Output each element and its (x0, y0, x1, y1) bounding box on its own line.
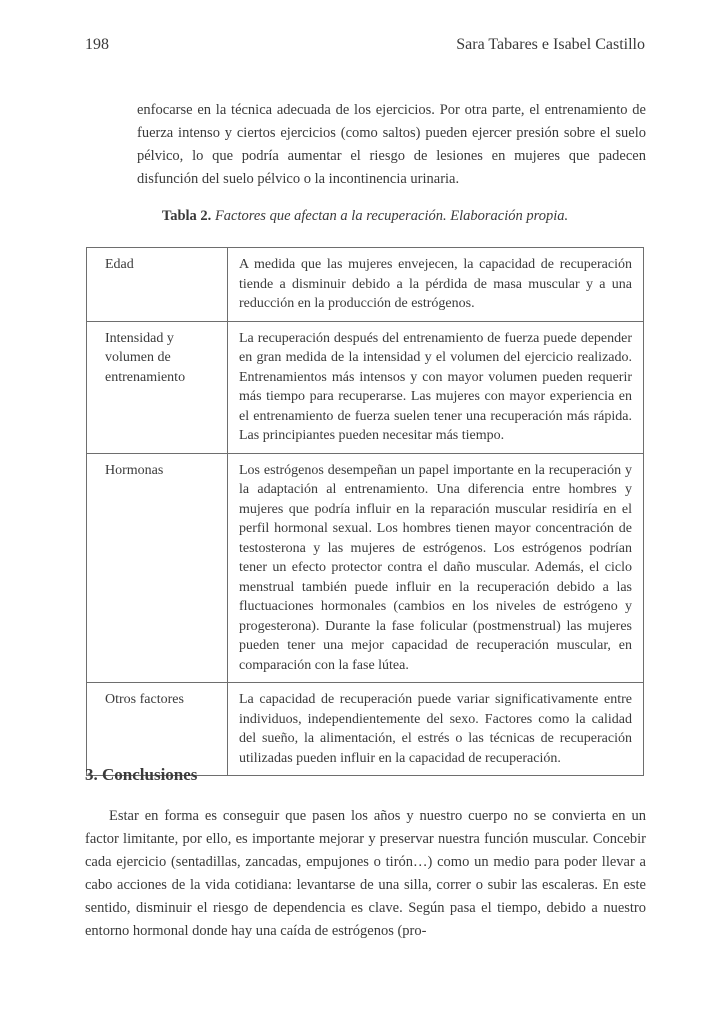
table-caption (85, 208, 645, 225)
factors-table (86, 247, 644, 776)
factor-cell-edad: Edad (87, 248, 228, 322)
description-cell-hormonas: Los estrógenos desempeñan un papel importante en la recuperación y la adaptación al entrenamiento. Una diferencia entre hombres y mujeres que podría influir en la reparación muscular residiría en el perfil hormonal sexual. Los hombres tienen mayor concentración de testosterona y las mujeres de estrógenos. Los estrógenos podrían tener un efecto protector contra el daño muscular. Además, el ciclo menstrual también puede influir en la recuperación debido a las fluctuaciones hormonales (cambios en los niveles de estrógeno y progesterona). Durante la fase folicular (postmenstrual) las mujeres pueden tener una mejor capacidad de recuperación muscular, en comparación con la fase lútea. (228, 453, 644, 683)
running-head: Sara Tabares e Isabel Castillo (456, 36, 645, 53)
section-heading-conclusiones: 3. Conclusiones (85, 765, 198, 784)
table-caption-text: Factores que afectan a la recuperación. Elaboración propia. (211, 208, 569, 224)
table-caption-label: Tabla 2. (161, 208, 212, 224)
factor-cell-otros: Otros factores (87, 683, 228, 776)
table-row (87, 683, 644, 776)
description-cell-intensidad: La recuperación después del entrenamiento de fuerza puede depender en gran medida de la intensidad y el volumen del ejercicio realizado. Entrenamientos más intensos y con mayor volumen pueden requerir más tiempo para recuperarse. Las mujeres con mayor experiencia en el entrenamiento de fuerza suelen tener una recuperación más rápida. Las principiantes pueden necesitar más tiempo. (228, 321, 644, 453)
factor-cell-intensidad: Intensidad y volumen de entrenamiento (87, 321, 228, 453)
intro-paragraph: enfocarse en la técnica adecuada de los ejercicios. Por otra parte, el entrenamiento de fuerza intenso y ciertos ejercicios (como saltos) pueden ejercer presión sobre el suelo pélvico, lo que podría aumentar el riesgo de lesiones en mujeres que padecen disfunción del suelo pélvico o la incontinencia urinaria. (137, 102, 646, 187)
page-number: 198 (85, 36, 109, 53)
description-cell-otros: La capacidad de recuperación puede variar significativamente entre individuos, independientemente del sexo. Factores como la calidad del sueño, la alimentación, el estrés o las técnicas de recuperación utilizadas pueden influir en la capacidad de recuperación. (228, 683, 644, 776)
factor-cell-hormonas: Hormonas (87, 453, 228, 683)
table-row (87, 321, 644, 453)
conclusions-paragraph: Estar en forma es conseguir que pasen los años y nuestro cuerpo no se convierta en un factor limitante, por ello, es importante mejorar y preservar nuestra función muscular. Concebir cada ejercicio (sentadillas, zancadas, empujones o tirón…) como un medio para poder llevar a cabo acciones de la vida cotidiana: levantarse de una silla, correr o subir las escaleras. En este sentido, disminuir el riesgo de dependencia es clave. Según pasa el tiempo, debido a nuestro entorno hormonal donde hay una caída de estrógenos (pro- (85, 808, 646, 939)
table-row (87, 248, 644, 322)
table-row (87, 453, 644, 683)
description-cell-edad: A medida que las mujeres envejecen, la capacidad de recuperación tiende a disminuir debido a la pérdida de masa muscular y a una reducción en la producción de estrógenos. (228, 248, 644, 322)
page-header (85, 36, 645, 54)
